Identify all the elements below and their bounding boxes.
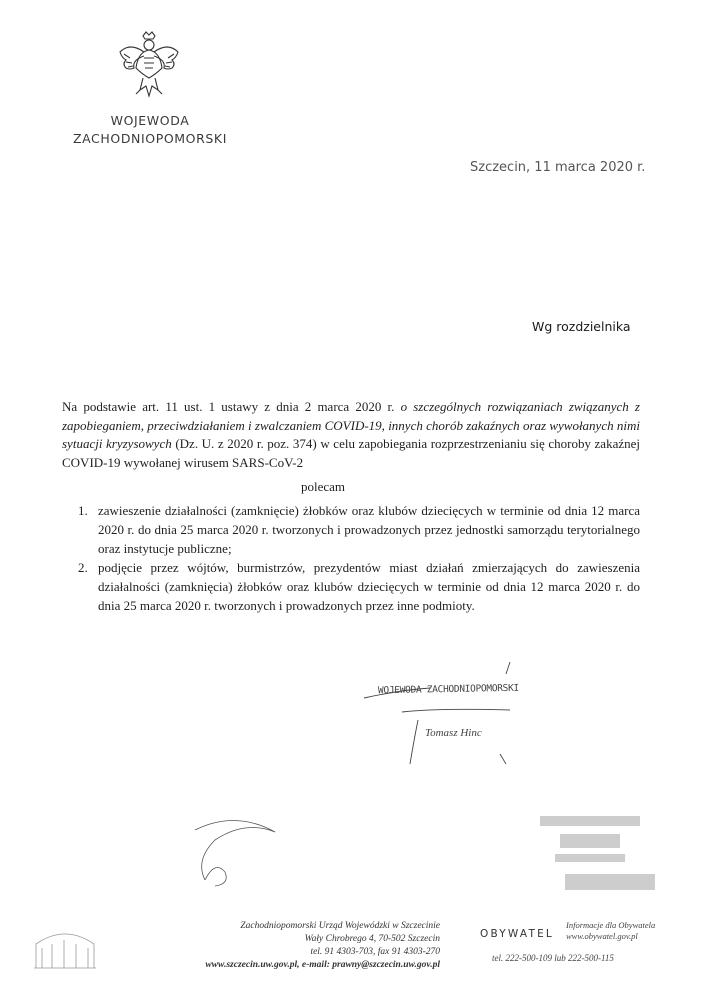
list-item-number: 1.	[78, 503, 88, 518]
list-item	[62, 558, 640, 615]
directive-list	[62, 501, 640, 615]
footer-street: Wały Chrobrego 4, 70-502 Szczecin	[304, 934, 440, 944]
list-item-text: zawieszenie działalności (zamknięcie) żłobków oraz klubów dziecięcych w terminie od dnia 12 marca 2020 r. do dnia 25 marca 2020 r. tworzonych i prowadzonych przez jednostki samorządu terytorialnego oraz instytucje publiczne;	[98, 503, 640, 556]
act-title: o szczególnych rozwiązaniach związanych z zapobieganiem, przeciwdziałaniem i zwalczaniem COVID-19, innych chorób zakaźnych oraz wywołanych nimi sytuacji kryzysowych	[62, 399, 640, 451]
obywatel-info	[566, 920, 676, 942]
recipient-line: Wg rozdzielnika	[532, 319, 631, 334]
letter-date: Szczecin, 11 marca 2020 r.	[470, 160, 646, 175]
list-item-number: 2.	[78, 560, 88, 575]
obywatel-info-label: Informacje dla Obywatela	[566, 920, 656, 930]
list-item-text: podjęcie przez wójtów, burmistrzów, prezydentów miast działań zmierzających do zawieszenia działalności (zamknięcia) żłobków oraz klubów dziecięcych w terminie od dnia 12 marca 2020 r. do dnia 25 marca 2020 r. tworzonych i prowadzonych przez inne podmioty.	[98, 560, 640, 613]
intro-paragraph	[62, 398, 640, 472]
intro-prefix: Na podstawie art. 11 ust. 1 ustawy z dnia 2 marca 2020 r.	[62, 399, 401, 414]
footer-address	[150, 920, 440, 972]
signer-name: Tomasz Hinc	[425, 727, 482, 739]
faded-stamp-icon	[530, 808, 670, 898]
initials-scribble-icon	[175, 810, 285, 890]
obywatel-logo: OBYWATEL	[480, 928, 554, 940]
command-word: polecam	[301, 479, 346, 494]
footer-office: Zachodniopomorski Urząd Wojewódzki w Szczecinie	[240, 921, 440, 931]
footer-phone: tel. 91 4303-703, fax 91 4303-270	[310, 947, 440, 957]
signature-stamp: WOJEWODA ZACHODNIOPOMORSKI	[377, 682, 520, 697]
obywatel-phone: tel. 222-500-109 lub 222-500-115	[492, 953, 614, 963]
list-item	[62, 501, 640, 558]
eagle-emblem-icon	[116, 30, 182, 104]
footer-web-email: www.szczecin.uw.gov.pl, e-mail: prawny@szczecin.uw.gov.pl	[205, 960, 440, 970]
obywatel-url: www.obywatel.gov.pl	[566, 931, 638, 941]
ministry-logo-icon	[30, 918, 100, 970]
intro-suffix: (Dz. U. z 2020 r. poz. 374) w celu zapobiegania rozprzestrzenianiu się choroby zakaźnej COVID-19 wywołanej wirusem SARS-CoV-2	[62, 436, 640, 470]
signature-scribble-icon	[360, 660, 560, 770]
office-name-line1: WOJEWODA	[110, 113, 190, 128]
office-name-line2: ZACHODNIOPOMORSKI	[72, 131, 228, 146]
